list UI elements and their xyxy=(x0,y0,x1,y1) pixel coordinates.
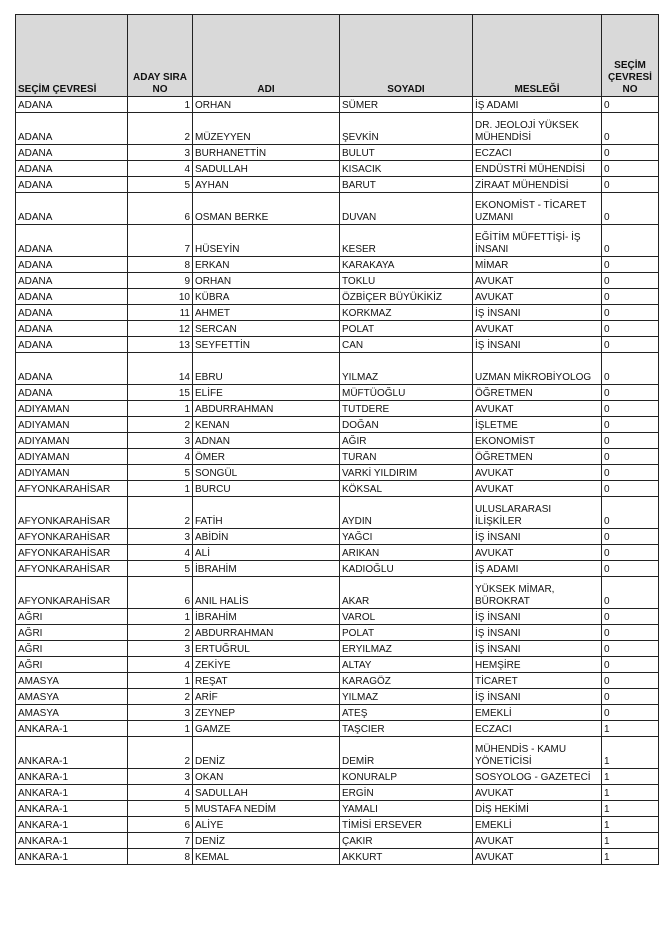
order-no-cell: 14 xyxy=(128,353,193,385)
name-cell: HÜSEYİN xyxy=(193,225,340,257)
table-row xyxy=(16,481,659,497)
surname-cell: KARAGÖZ xyxy=(340,673,473,689)
surname-cell: AYDIN xyxy=(340,497,473,529)
profession-cell: ÖĞRETMEN xyxy=(473,385,602,401)
profession-cell: DR. JEOLOJİ YÜKSEK MÜHENDİSİ xyxy=(473,113,602,145)
surname-cell: VAROL xyxy=(340,609,473,625)
district-cell: ADIYAMAN xyxy=(16,449,128,465)
surname-cell: ÖZBİÇER BÜYÜKİKİZ xyxy=(340,289,473,305)
surname-cell: ŞEVKİN xyxy=(340,113,473,145)
table-row xyxy=(16,721,659,737)
district-cell: AMASYA xyxy=(16,705,128,721)
district-cell: ANKARA-1 xyxy=(16,801,128,817)
order-no-cell: 2 xyxy=(128,497,193,529)
name-cell: ALİYE xyxy=(193,817,340,833)
order-no-cell: 8 xyxy=(128,257,193,273)
profession-cell: EKONOMİST xyxy=(473,433,602,449)
district-cell: AFYONKARAHİSAR xyxy=(16,497,128,529)
table-row xyxy=(16,433,659,449)
table-row xyxy=(16,641,659,657)
surname-cell: YAMALI xyxy=(340,801,473,817)
name-cell: ABİDİN xyxy=(193,529,340,545)
district-cell: ADANA xyxy=(16,193,128,225)
surname-cell: KISACIK xyxy=(340,161,473,177)
name-cell: FATİH xyxy=(193,497,340,529)
name-cell: KÜBRA xyxy=(193,289,340,305)
district-cell: ADANA xyxy=(16,385,128,401)
order-no-cell: 2 xyxy=(128,113,193,145)
district-cell: AFYONKARAHİSAR xyxy=(16,545,128,561)
order-no-cell: 5 xyxy=(128,177,193,193)
surname-cell: SÜMER xyxy=(340,97,473,113)
table-row xyxy=(16,273,659,289)
order-no-cell: 2 xyxy=(128,417,193,433)
profession-cell: AVUKAT xyxy=(473,545,602,561)
order-no-cell: 4 xyxy=(128,449,193,465)
name-cell: ERKAN xyxy=(193,257,340,273)
table-row xyxy=(16,449,659,465)
profession-cell: AVUKAT xyxy=(473,401,602,417)
name-cell: KENAN xyxy=(193,417,340,433)
table-row xyxy=(16,657,659,673)
district-cell: ANKARA-1 xyxy=(16,849,128,865)
district-cell: ADANA xyxy=(16,289,128,305)
profession-cell: İŞLETME xyxy=(473,417,602,433)
name-cell: REŞAT xyxy=(193,673,340,689)
district-no-cell: 1 xyxy=(602,817,659,833)
order-no-cell: 15 xyxy=(128,385,193,401)
name-cell: EBRU xyxy=(193,353,340,385)
district-no-cell: 0 xyxy=(602,417,659,433)
profession-cell: AVUKAT xyxy=(473,289,602,305)
district-no-cell: 0 xyxy=(602,289,659,305)
column-header-surname: SOYADI xyxy=(340,15,473,97)
surname-cell: KADIOĞLU xyxy=(340,561,473,577)
table-row xyxy=(16,193,659,225)
header-row xyxy=(16,15,659,97)
district-cell: ANKARA-1 xyxy=(16,769,128,785)
order-no-cell: 10 xyxy=(128,289,193,305)
profession-cell: YÜKSEK MİMAR, BÜROKRAT xyxy=(473,577,602,609)
name-cell: ÖMER xyxy=(193,449,340,465)
district-no-cell: 0 xyxy=(602,321,659,337)
table-row xyxy=(16,785,659,801)
profession-cell: DİŞ HEKİMİ xyxy=(473,801,602,817)
district-no-cell: 0 xyxy=(602,97,659,113)
district-no-cell: 0 xyxy=(602,353,659,385)
order-no-cell: 1 xyxy=(128,673,193,689)
name-cell: DENİZ xyxy=(193,833,340,849)
district-cell: ANKARA-1 xyxy=(16,721,128,737)
table-row xyxy=(16,769,659,785)
table-row xyxy=(16,177,659,193)
surname-cell: DUVAN xyxy=(340,193,473,225)
surname-cell: KONURALP xyxy=(340,769,473,785)
name-cell: SEYFETTİN xyxy=(193,337,340,353)
surname-cell: YILMAZ xyxy=(340,353,473,385)
district-cell: ADANA xyxy=(16,321,128,337)
name-cell: SONGÜL xyxy=(193,465,340,481)
surname-cell: TURAN xyxy=(340,449,473,465)
table-row xyxy=(16,385,659,401)
table-row xyxy=(16,417,659,433)
candidate-table xyxy=(15,14,659,865)
district-no-cell: 0 xyxy=(602,625,659,641)
surname-cell: ÇAKIR xyxy=(340,833,473,849)
profession-cell: SOSYOLOG - GAZETECİ xyxy=(473,769,602,785)
order-no-cell: 4 xyxy=(128,545,193,561)
column-header-name: ADI xyxy=(193,15,340,97)
surname-cell: KESER xyxy=(340,225,473,257)
surname-cell: CAN xyxy=(340,337,473,353)
profession-cell: EĞİTİM MÜFETTİŞİ- İŞ İNSANI xyxy=(473,225,602,257)
name-cell: ANIL HALİS xyxy=(193,577,340,609)
surname-cell: AKKURT xyxy=(340,849,473,865)
district-cell: ADIYAMAN xyxy=(16,433,128,449)
order-no-cell: 11 xyxy=(128,305,193,321)
district-no-cell: 0 xyxy=(602,177,659,193)
surname-cell: YILMAZ xyxy=(340,689,473,705)
order-no-cell: 5 xyxy=(128,465,193,481)
order-no-cell: 3 xyxy=(128,705,193,721)
name-cell: İBRAHİM xyxy=(193,609,340,625)
name-cell: ABDURRAHMAN xyxy=(193,625,340,641)
surname-cell: POLAT xyxy=(340,321,473,337)
profession-cell: AVUKAT xyxy=(473,481,602,497)
surname-cell: TUTDERE xyxy=(340,401,473,417)
district-cell: ADANA xyxy=(16,113,128,145)
table-row xyxy=(16,529,659,545)
table-body xyxy=(16,97,659,865)
table-row xyxy=(16,705,659,721)
table-row xyxy=(16,801,659,817)
column-header-order-no: ADAY SIRA NO xyxy=(128,15,193,97)
table-row xyxy=(16,161,659,177)
table-row xyxy=(16,289,659,305)
order-no-cell: 2 xyxy=(128,689,193,705)
table-row xyxy=(16,145,659,161)
order-no-cell: 2 xyxy=(128,625,193,641)
district-cell: AMASYA xyxy=(16,689,128,705)
order-no-cell: 3 xyxy=(128,641,193,657)
name-cell: OSMAN BERKE xyxy=(193,193,340,225)
district-no-cell: 1 xyxy=(602,849,659,865)
surname-cell: KÖKSAL xyxy=(340,481,473,497)
district-cell: ADANA xyxy=(16,177,128,193)
profession-cell: ENDÜSTRİ MÜHENDİSİ xyxy=(473,161,602,177)
surname-cell: DEMİR xyxy=(340,737,473,769)
name-cell: ABDURRAHMAN xyxy=(193,401,340,417)
district-no-cell: 0 xyxy=(602,401,659,417)
district-no-cell: 0 xyxy=(602,449,659,465)
name-cell: ERTUĞRUL xyxy=(193,641,340,657)
district-no-cell: 1 xyxy=(602,801,659,817)
district-no-cell: 0 xyxy=(602,433,659,449)
order-no-cell: 4 xyxy=(128,657,193,673)
district-no-cell: 1 xyxy=(602,833,659,849)
column-header-profession: MESLEĞİ xyxy=(473,15,602,97)
profession-cell: ECZACI xyxy=(473,721,602,737)
district-no-cell: 0 xyxy=(602,689,659,705)
district-no-cell: 0 xyxy=(602,497,659,529)
surname-cell: TAŞCIER xyxy=(340,721,473,737)
profession-cell: ULUSLARARASI İLİŞKİLER xyxy=(473,497,602,529)
surname-cell: ALTAY xyxy=(340,657,473,673)
district-cell: AFYONKARAHİSAR xyxy=(16,577,128,609)
district-cell: ADANA xyxy=(16,257,128,273)
column-header-district-no: SEÇİM ÇEVRESİ NO xyxy=(602,15,659,97)
table-row xyxy=(16,337,659,353)
district-no-cell: 0 xyxy=(602,481,659,497)
district-no-cell: 0 xyxy=(602,529,659,545)
surname-cell: ERGİN xyxy=(340,785,473,801)
profession-cell: AVUKAT xyxy=(473,465,602,481)
district-cell: ADANA xyxy=(16,97,128,113)
name-cell: MUSTAFA NEDİM xyxy=(193,801,340,817)
surname-cell: VARKİ YILDIRIM xyxy=(340,465,473,481)
district-cell: ADIYAMAN xyxy=(16,401,128,417)
district-cell: AMASYA xyxy=(16,673,128,689)
order-no-cell: 7 xyxy=(128,833,193,849)
order-no-cell: 3 xyxy=(128,145,193,161)
table-row xyxy=(16,225,659,257)
profession-cell: EMEKLİ xyxy=(473,817,602,833)
name-cell: AHMET xyxy=(193,305,340,321)
district-cell: ADANA xyxy=(16,273,128,289)
profession-cell: UZMAN MİKROBİYOLOG xyxy=(473,353,602,385)
name-cell: SADULLAH xyxy=(193,785,340,801)
table-row xyxy=(16,97,659,113)
order-no-cell: 4 xyxy=(128,161,193,177)
table-row xyxy=(16,689,659,705)
table-row xyxy=(16,625,659,641)
district-no-cell: 0 xyxy=(602,193,659,225)
district-no-cell: 0 xyxy=(602,337,659,353)
order-no-cell: 1 xyxy=(128,97,193,113)
profession-cell: AVUKAT xyxy=(473,849,602,865)
order-no-cell: 5 xyxy=(128,561,193,577)
profession-cell: İŞ ADAMI xyxy=(473,97,602,113)
district-cell: ADIYAMAN xyxy=(16,417,128,433)
order-no-cell: 1 xyxy=(128,401,193,417)
district-cell: AĞRI xyxy=(16,657,128,673)
surname-cell: DOĞAN xyxy=(340,417,473,433)
column-header-district: SEÇİM ÇEVRESİ xyxy=(16,15,128,97)
name-cell: SADULLAH xyxy=(193,161,340,177)
district-cell: ADANA xyxy=(16,145,128,161)
order-no-cell: 8 xyxy=(128,849,193,865)
surname-cell: AKAR xyxy=(340,577,473,609)
district-cell: ADANA xyxy=(16,161,128,177)
district-no-cell: 0 xyxy=(602,545,659,561)
profession-cell: İŞ İNSANI xyxy=(473,609,602,625)
profession-cell: AVUKAT xyxy=(473,833,602,849)
order-no-cell: 3 xyxy=(128,529,193,545)
surname-cell: BULUT xyxy=(340,145,473,161)
order-no-cell: 2 xyxy=(128,737,193,769)
name-cell: ZEKİYE xyxy=(193,657,340,673)
name-cell: DENİZ xyxy=(193,737,340,769)
name-cell: BURHANETTİN xyxy=(193,145,340,161)
profession-cell: AVUKAT xyxy=(473,321,602,337)
district-no-cell: 0 xyxy=(602,305,659,321)
district-cell: AFYONKARAHİSAR xyxy=(16,481,128,497)
name-cell: AYHAN xyxy=(193,177,340,193)
district-no-cell: 1 xyxy=(602,721,659,737)
surname-cell: ARIKAN xyxy=(340,545,473,561)
surname-cell: BARUT xyxy=(340,177,473,193)
district-no-cell: 0 xyxy=(602,641,659,657)
profession-cell: MİMAR xyxy=(473,257,602,273)
order-no-cell: 5 xyxy=(128,801,193,817)
surname-cell: TİMİSİ ERSEVER xyxy=(340,817,473,833)
table-row xyxy=(16,465,659,481)
table-row xyxy=(16,609,659,625)
district-no-cell: 0 xyxy=(602,161,659,177)
district-cell: AĞRI xyxy=(16,609,128,625)
district-no-cell: 0 xyxy=(602,657,659,673)
profession-cell: ZİRAAT MÜHENDİSİ xyxy=(473,177,602,193)
table-row xyxy=(16,673,659,689)
district-cell: ANKARA-1 xyxy=(16,785,128,801)
surname-cell: ATEŞ xyxy=(340,705,473,721)
district-cell: ANKARA-1 xyxy=(16,833,128,849)
profession-cell: İŞ İNSANI xyxy=(473,641,602,657)
order-no-cell: 6 xyxy=(128,817,193,833)
profession-cell: EMEKLİ xyxy=(473,705,602,721)
district-no-cell: 0 xyxy=(602,705,659,721)
order-no-cell: 6 xyxy=(128,577,193,609)
profession-cell: TİCARET xyxy=(473,673,602,689)
district-cell: ADIYAMAN xyxy=(16,465,128,481)
district-cell: AFYONKARAHİSAR xyxy=(16,561,128,577)
district-no-cell: 0 xyxy=(602,577,659,609)
name-cell: İBRAHİM xyxy=(193,561,340,577)
profession-cell: ÖĞRETMEN xyxy=(473,449,602,465)
name-cell: ADNAN xyxy=(193,433,340,449)
name-cell: KEMAL xyxy=(193,849,340,865)
profession-cell: EKONOMİST - TİCARET UZMANI xyxy=(473,193,602,225)
profession-cell: AVUKAT xyxy=(473,273,602,289)
district-no-cell: 1 xyxy=(602,737,659,769)
district-no-cell: 0 xyxy=(602,561,659,577)
district-cell: AFYONKARAHİSAR xyxy=(16,529,128,545)
district-cell: AĞRI xyxy=(16,625,128,641)
district-no-cell: 0 xyxy=(602,385,659,401)
district-no-cell: 0 xyxy=(602,113,659,145)
name-cell: ALİ xyxy=(193,545,340,561)
table-row xyxy=(16,113,659,145)
district-cell: ADANA xyxy=(16,353,128,385)
district-no-cell: 0 xyxy=(602,465,659,481)
order-no-cell: 9 xyxy=(128,273,193,289)
table-row xyxy=(16,577,659,609)
district-no-cell: 0 xyxy=(602,145,659,161)
profession-cell: İŞ İNSANI xyxy=(473,529,602,545)
district-cell: ANKARA-1 xyxy=(16,817,128,833)
table-row xyxy=(16,401,659,417)
name-cell: OKAN xyxy=(193,769,340,785)
profession-cell: HEMŞİRE xyxy=(473,657,602,673)
order-no-cell: 1 xyxy=(128,481,193,497)
surname-cell: TOKLU xyxy=(340,273,473,289)
table-row xyxy=(16,321,659,337)
table-row xyxy=(16,833,659,849)
district-cell: ADANA xyxy=(16,337,128,353)
district-no-cell: 0 xyxy=(602,673,659,689)
surname-cell: POLAT xyxy=(340,625,473,641)
profession-cell: İŞ İNSANI xyxy=(473,625,602,641)
order-no-cell: 13 xyxy=(128,337,193,353)
order-no-cell: 12 xyxy=(128,321,193,337)
name-cell: BURCU xyxy=(193,481,340,497)
table-row xyxy=(16,561,659,577)
table-row xyxy=(16,305,659,321)
name-cell: GAMZE xyxy=(193,721,340,737)
district-no-cell: 0 xyxy=(602,609,659,625)
name-cell: ARİF xyxy=(193,689,340,705)
profession-cell: İŞ İNSANI xyxy=(473,337,602,353)
order-no-cell: 3 xyxy=(128,769,193,785)
district-no-cell: 1 xyxy=(602,769,659,785)
name-cell: MÜZEYYEN xyxy=(193,113,340,145)
profession-cell: İŞ İNSANI xyxy=(473,689,602,705)
district-no-cell: 1 xyxy=(602,785,659,801)
name-cell: ELİFE xyxy=(193,385,340,401)
name-cell: ORHAN xyxy=(193,273,340,289)
order-no-cell: 3 xyxy=(128,433,193,449)
name-cell: ZEYNEP xyxy=(193,705,340,721)
table-row xyxy=(16,353,659,385)
profession-cell: İŞ ADAMI xyxy=(473,561,602,577)
table-row xyxy=(16,817,659,833)
district-cell: AĞRI xyxy=(16,641,128,657)
district-no-cell: 0 xyxy=(602,257,659,273)
profession-cell: İŞ İNSANI xyxy=(473,305,602,321)
table-row xyxy=(16,849,659,865)
order-no-cell: 7 xyxy=(128,225,193,257)
surname-cell: KORKMAZ xyxy=(340,305,473,321)
name-cell: SERCAN xyxy=(193,321,340,337)
order-no-cell: 6 xyxy=(128,193,193,225)
profession-cell: MÜHENDİS - KAMU YÖNETİCİSİ xyxy=(473,737,602,769)
district-no-cell: 0 xyxy=(602,225,659,257)
district-cell: ANKARA-1 xyxy=(16,737,128,769)
surname-cell: MÜFTÜOĞLU xyxy=(340,385,473,401)
district-no-cell: 0 xyxy=(602,273,659,289)
surname-cell: AĞIR xyxy=(340,433,473,449)
table-row xyxy=(16,257,659,273)
district-cell: ADANA xyxy=(16,305,128,321)
profession-cell: AVUKAT xyxy=(473,785,602,801)
surname-cell: KARAKAYA xyxy=(340,257,473,273)
surname-cell: ERYILMAZ xyxy=(340,641,473,657)
table-row xyxy=(16,737,659,769)
table-row xyxy=(16,497,659,529)
order-no-cell: 1 xyxy=(128,609,193,625)
surname-cell: YAĞCI xyxy=(340,529,473,545)
district-cell: ADANA xyxy=(16,225,128,257)
profession-cell: ECZACI xyxy=(473,145,602,161)
order-no-cell: 4 xyxy=(128,785,193,801)
name-cell: ORHAN xyxy=(193,97,340,113)
table-row xyxy=(16,545,659,561)
order-no-cell: 1 xyxy=(128,721,193,737)
